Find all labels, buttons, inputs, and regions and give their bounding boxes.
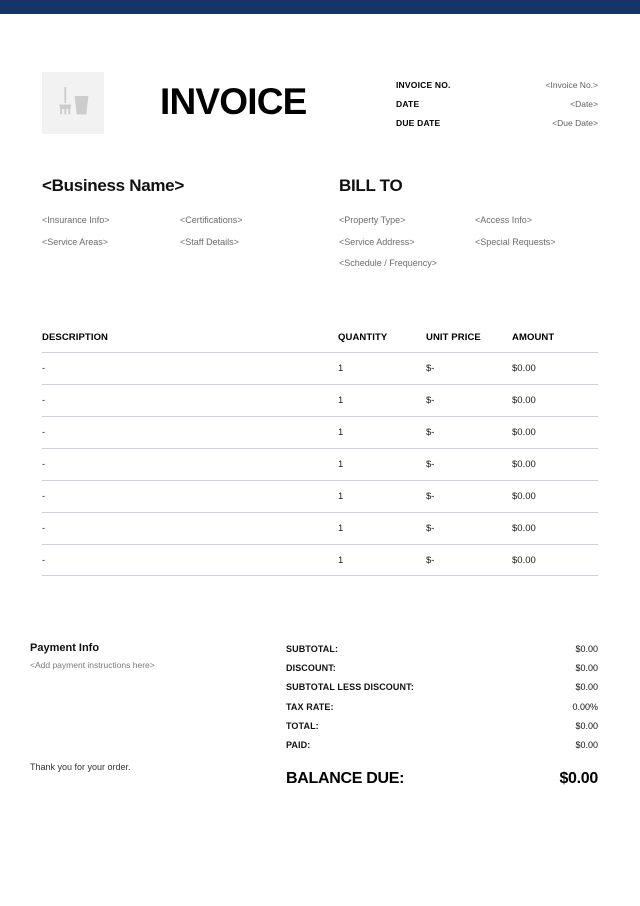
business-details (42, 210, 332, 253)
total-row-subtotal-less-discount (286, 678, 598, 697)
cell-description[interactable]: - (42, 523, 46, 534)
cell-description[interactable]: - (42, 395, 46, 406)
page-title: INVOICE (160, 81, 307, 122)
cell-description[interactable]: - (42, 491, 46, 502)
meta-row-date (396, 95, 598, 114)
total-row-tax-rate (286, 698, 598, 717)
cell-quantity[interactable]: 1 (338, 555, 344, 566)
business-col-a (42, 210, 110, 253)
bill-to-title: BILL TO (339, 176, 403, 195)
meta-value-due-date[interactable]: <Due Date> (552, 118, 598, 128)
cell-unit-price[interactable]: $- (426, 459, 435, 470)
meta-label-invoice-no: INVOICE NO. (396, 80, 451, 90)
cell-quantity[interactable]: 1 (338, 491, 344, 502)
bill-to-access-info[interactable]: <Access Info> (475, 215, 533, 225)
table-row[interactable] (42, 480, 598, 512)
business-service-areas[interactable]: <Service Areas> (42, 236, 109, 247)
total-row-paid (286, 736, 598, 755)
cell-quantity[interactable]: 1 (338, 427, 344, 438)
thank-you-note: Thank you for your order. (30, 762, 131, 772)
column-header-description: DESCRIPTION (42, 332, 109, 343)
cell-amount: $0.00 (512, 363, 536, 374)
cell-unit-price[interactable]: $- (426, 555, 435, 566)
broom-bucket-icon (56, 85, 90, 121)
cell-description[interactable]: - (42, 459, 46, 470)
meta-label-due-date: DUE DATE (396, 118, 441, 128)
payment-info-title: Payment Info (30, 642, 100, 654)
total-value-tax-rate[interactable]: 0.00% (572, 701, 598, 712)
total-label-subtotal-less-discount: SUBTOTAL LESS DISCOUNT: (286, 682, 414, 693)
table-header-row (42, 330, 598, 352)
cell-description[interactable]: - (42, 427, 46, 438)
bill-to-col-b (475, 210, 556, 253)
payment-info-block (30, 642, 280, 670)
bill-to-special-requests[interactable]: <Special Requests> (475, 236, 556, 247)
column-header-amount: AMOUNT (512, 332, 555, 343)
business-staff-details[interactable]: <Staff Details> (180, 236, 239, 247)
totals-block (286, 640, 598, 788)
balance-due-row (286, 770, 598, 788)
total-label-tax-rate: TAX RATE: (286, 701, 334, 712)
table-row[interactable] (42, 384, 598, 416)
total-row-subtotal (286, 640, 598, 659)
total-value-subtotal-less-discount: $0.00 (575, 682, 598, 693)
cell-quantity[interactable]: 1 (338, 395, 344, 406)
cell-unit-price[interactable]: $- (426, 523, 435, 534)
bill-to-details (339, 210, 598, 275)
cell-quantity[interactable]: 1 (338, 363, 344, 374)
cell-quantity[interactable]: 1 (338, 523, 344, 534)
total-label-discount: DISCOUNT: (286, 663, 336, 674)
table-row[interactable] (42, 512, 598, 544)
total-row-total (286, 717, 598, 736)
cell-quantity[interactable]: 1 (338, 459, 344, 470)
meta-value-invoice-no[interactable]: <Invoice No.> (545, 80, 598, 90)
logo-placeholder[interactable] (42, 72, 104, 134)
cell-unit-price[interactable]: $- (426, 395, 435, 406)
balance-due-value: $0.00 (559, 770, 598, 788)
total-label-total: TOTAL: (286, 720, 319, 731)
cell-amount: $0.00 (512, 459, 536, 470)
cell-unit-price[interactable]: $- (426, 363, 435, 374)
meta-row-due-date (396, 114, 598, 133)
business-insurance-info[interactable]: <Insurance Info> (42, 215, 110, 225)
table-row[interactable] (42, 352, 598, 384)
cell-description[interactable]: - (42, 363, 46, 374)
column-header-unit-price: UNIT PRICE (426, 332, 481, 343)
invoice-header (42, 72, 598, 134)
total-row-discount (286, 659, 598, 678)
cell-description[interactable]: - (42, 555, 46, 566)
business-name[interactable]: <Business Name> (42, 176, 184, 195)
total-value-discount[interactable]: $0.00 (575, 663, 598, 674)
cell-amount: $0.00 (512, 427, 536, 438)
bill-to-service-address[interactable]: <Service Address> (339, 236, 415, 247)
invoice-meta (396, 76, 598, 133)
cell-amount: $0.00 (512, 523, 536, 534)
bill-to-col-a (339, 210, 437, 275)
total-label-paid: PAID: (286, 739, 311, 750)
table-row[interactable] (42, 544, 598, 576)
column-header-quantity: QUANTITY (338, 332, 388, 343)
cell-amount: $0.00 (512, 555, 536, 566)
cell-unit-price[interactable]: $- (426, 427, 435, 438)
business-col-b (180, 210, 243, 253)
line-items-table (42, 330, 598, 576)
total-value-paid[interactable]: $0.00 (575, 739, 598, 750)
bill-to-property-type[interactable]: <Property Type> (339, 215, 406, 225)
total-value-total: $0.00 (575, 720, 598, 731)
meta-label-date: DATE (396, 99, 420, 109)
business-certifications[interactable]: <Certifications> (180, 215, 243, 225)
table-row[interactable] (42, 448, 598, 480)
balance-due-label: BALANCE DUE: (286, 770, 405, 788)
top-accent-bar (0, 0, 640, 14)
cell-amount: $0.00 (512, 395, 536, 406)
total-label-subtotal: SUBTOTAL: (286, 644, 339, 654)
meta-value-date[interactable]: <Date> (570, 99, 598, 109)
cell-amount: $0.00 (512, 491, 536, 502)
table-row[interactable] (42, 416, 598, 448)
payment-instructions[interactable]: <Add payment instructions here> (30, 660, 155, 670)
bill-to-schedule-frequency[interactable]: <Schedule / Frequency> (339, 258, 438, 268)
business-block (42, 176, 332, 253)
meta-row-invoice-no (396, 76, 598, 95)
bill-to-block (339, 176, 598, 275)
cell-unit-price[interactable]: $- (426, 491, 435, 502)
total-value-subtotal: $0.00 (575, 644, 598, 654)
